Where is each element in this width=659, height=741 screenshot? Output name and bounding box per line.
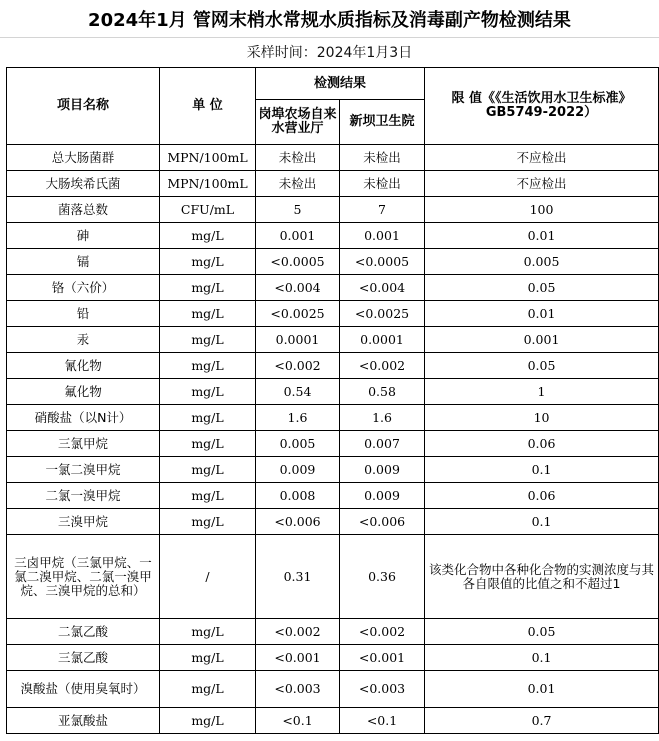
unit-cell: mg/L	[160, 457, 256, 483]
site1-result-cell: <0.0025	[256, 301, 340, 327]
limit-cell: 0.05	[425, 353, 659, 379]
unit-cell: mg/L	[160, 249, 256, 275]
site2-result-cell: 1.6	[340, 405, 425, 431]
site2-result-cell: 0.36	[340, 535, 425, 619]
unit-cell: mg/L	[160, 431, 256, 457]
unit-cell: MPN/100mL	[160, 145, 256, 171]
site1-result-cell: 0.0001	[256, 327, 340, 353]
site2-result-cell: <0.0025	[340, 301, 425, 327]
item-name-cell: 亚氯酸盐	[7, 708, 160, 734]
site1-result-cell: 5	[256, 197, 340, 223]
unit-cell: mg/L	[160, 645, 256, 671]
site1-result-cell: 未检出	[256, 171, 340, 197]
item-name-cell: 氟化物	[7, 379, 160, 405]
header-limit	[425, 68, 659, 145]
header-limit-line2: GB5749-2022）	[485, 105, 598, 120]
site1-result-cell: <0.002	[256, 353, 340, 379]
unit-cell: mg/L	[160, 301, 256, 327]
item-name-cell: 菌落总数	[7, 197, 160, 223]
table-row	[7, 535, 659, 619]
table-row	[7, 327, 659, 353]
site2-result-cell: 0.58	[340, 379, 425, 405]
item-name-cell: 铅	[7, 301, 160, 327]
unit-cell: mg/L	[160, 405, 256, 431]
item-name-cell: 汞	[7, 327, 160, 353]
table-row	[7, 353, 659, 379]
limit-cell: 10	[425, 405, 659, 431]
table-row	[7, 619, 659, 645]
table-row	[7, 671, 659, 708]
unit-cell: mg/L	[160, 483, 256, 509]
unit-cell: mg/L	[160, 671, 256, 708]
item-name-cell: 一氯二溴甲烷	[7, 457, 160, 483]
limit-cell: 0.1	[425, 457, 659, 483]
site2-result-cell: 0.007	[340, 431, 425, 457]
site1-result-cell: 0.31	[256, 535, 340, 619]
table-row	[7, 457, 659, 483]
site2-result-cell: <0.003	[340, 671, 425, 708]
site1-result-cell: 0.008	[256, 483, 340, 509]
limit-cell: 0.005	[425, 249, 659, 275]
limit-cell: 0.06	[425, 483, 659, 509]
item-name-cell: 砷	[7, 223, 160, 249]
item-name-cell: 铬（六价）	[7, 275, 160, 301]
limit-cell: 0.001	[425, 327, 659, 353]
limit-cell: 0.1	[425, 645, 659, 671]
item-name-cell: 三卤甲烷（三氯甲烷、一氯二溴甲烷、二氯一溴甲烷、三溴甲烷的总和）	[7, 535, 160, 619]
table-row	[7, 483, 659, 509]
site2-result-cell: 0.001	[340, 223, 425, 249]
unit-cell: mg/L	[160, 509, 256, 535]
table-row	[7, 431, 659, 457]
item-name-cell: 氰化物	[7, 353, 160, 379]
limit-cell: 0.01	[425, 301, 659, 327]
header-site1: 岗埠农场自来水营业厅	[256, 100, 340, 145]
table-row	[7, 145, 659, 171]
site2-result-cell: 0.0001	[340, 327, 425, 353]
table-row	[7, 249, 659, 275]
item-name-cell: 溴酸盐（使用臭氧时）	[7, 671, 160, 708]
site2-result-cell: 未检出	[340, 145, 425, 171]
report-title: 2024年1月 管网末梢水常规水质指标及消毒副产物检测结果	[88, 9, 571, 31]
item-name-cell: 镉	[7, 249, 160, 275]
table-row	[7, 301, 659, 327]
unit-cell: mg/L	[160, 379, 256, 405]
header-item-name: 项目名称	[7, 68, 160, 145]
unit-cell: MPN/100mL	[160, 171, 256, 197]
table-row	[7, 379, 659, 405]
site2-result-cell: <0.1	[340, 708, 425, 734]
item-name-cell: 三氯甲烷	[7, 431, 160, 457]
unit-cell: CFU/mL	[160, 197, 256, 223]
site2-result-cell: <0.004	[340, 275, 425, 301]
header-results: 检测结果	[256, 68, 425, 100]
unit-cell: mg/L	[160, 223, 256, 249]
limit-cell: 1	[425, 379, 659, 405]
unit-cell: mg/L	[160, 327, 256, 353]
limit-cell: 该类化合物中各种化合物的实测浓度与其各自限值的比值之和不超过1	[425, 535, 659, 619]
site1-result-cell: <0.004	[256, 275, 340, 301]
site1-result-cell: 未检出	[256, 145, 340, 171]
table-row	[7, 275, 659, 301]
table-row	[7, 509, 659, 535]
site2-result-cell: 未检出	[340, 171, 425, 197]
item-name-cell: 硝酸盐（以N计）	[7, 405, 160, 431]
limit-cell: 不应检出	[425, 171, 659, 197]
site2-result-cell: <0.0005	[340, 249, 425, 275]
limit-cell: 不应检出	[425, 145, 659, 171]
table-row	[7, 223, 659, 249]
site2-result-cell: 0.009	[340, 483, 425, 509]
unit-cell: mg/L	[160, 353, 256, 379]
site1-result-cell: 0.54	[256, 379, 340, 405]
item-name-cell: 三溴甲烷	[7, 509, 160, 535]
table-row	[7, 405, 659, 431]
header-row	[7, 68, 659, 100]
limit-cell: 0.01	[425, 223, 659, 249]
limit-cell: 0.1	[425, 509, 659, 535]
site1-result-cell: <0.003	[256, 671, 340, 708]
sampling-time: 采样时间：2024年1月3日	[246, 45, 413, 61]
site2-result-cell: <0.001	[340, 645, 425, 671]
limit-cell: 0.05	[425, 275, 659, 301]
site1-result-cell: 0.001	[256, 223, 340, 249]
unit-cell: /	[160, 535, 256, 619]
site2-result-cell: 7	[340, 197, 425, 223]
table-row	[7, 645, 659, 671]
site2-result-cell: <0.002	[340, 353, 425, 379]
site1-result-cell: <0.1	[256, 708, 340, 734]
unit-cell: mg/L	[160, 619, 256, 645]
site1-result-cell: 0.009	[256, 457, 340, 483]
header-site2: 新坝卫生院	[340, 100, 425, 145]
item-name-cell: 二氯一溴甲烷	[7, 483, 160, 509]
unit-cell: mg/L	[160, 275, 256, 301]
site1-result-cell: 0.005	[256, 431, 340, 457]
results-table	[6, 67, 659, 734]
table-row	[7, 171, 659, 197]
site1-result-cell: <0.001	[256, 645, 340, 671]
table-row	[7, 708, 659, 734]
site1-result-cell: 1.6	[256, 405, 340, 431]
item-name-cell: 三氯乙酸	[7, 645, 160, 671]
item-name-cell: 二氯乙酸	[7, 619, 160, 645]
unit-cell: mg/L	[160, 708, 256, 734]
header-limit-line1: 限 值《《生活饮用水卫生标准》	[451, 91, 632, 106]
site1-result-cell: <0.002	[256, 619, 340, 645]
site2-result-cell: <0.002	[340, 619, 425, 645]
item-name-cell: 大肠埃希氏菌	[7, 171, 160, 197]
site2-result-cell: <0.006	[340, 509, 425, 535]
limit-cell: 0.7	[425, 708, 659, 734]
site2-result-cell: 0.009	[340, 457, 425, 483]
site1-result-cell: <0.006	[256, 509, 340, 535]
limit-cell: 0.05	[425, 619, 659, 645]
item-name-cell: 总大肠菌群	[7, 145, 160, 171]
limit-cell: 0.01	[425, 671, 659, 708]
limit-cell: 0.06	[425, 431, 659, 457]
header-unit: 单 位	[160, 68, 256, 145]
table-row	[7, 197, 659, 223]
site1-result-cell: <0.0005	[256, 249, 340, 275]
limit-cell: 100	[425, 197, 659, 223]
